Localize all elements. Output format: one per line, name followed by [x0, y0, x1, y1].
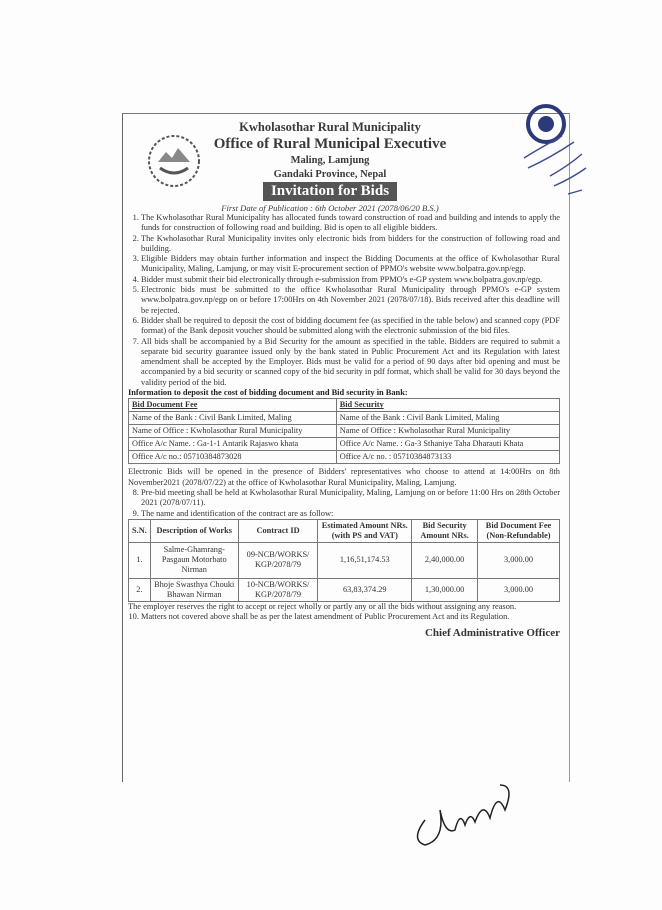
office-name: Office of Rural Municipal Executive	[213, 136, 447, 152]
col-bid-security: Bid Security	[336, 399, 559, 412]
table-row	[129, 438, 560, 451]
cell: 3,000.00	[478, 578, 560, 601]
col-description: Description of Works	[150, 519, 238, 542]
col-contract-id: Contract ID	[238, 519, 318, 542]
item-9: 9. The name and identification of the contract are as follow:	[141, 509, 560, 519]
reserve-right-text: The employer reserves the right to accept or reject wholly or partly any or all the bids without assigning any reason.	[128, 601, 517, 611]
item-1: 1. The Kwholasothar Rural Municipality has allocated funds toward construction of road and building and intends to apply the funds for construction of following road and building. Bid is open to all eligible bidders.	[141, 213, 560, 234]
col-document-fee: Bid Document Fee (Non-Refundable)	[478, 519, 560, 542]
cell: 1,30,000.00	[412, 578, 478, 601]
item-7: 7. All bids shall be accompanied by a Bid Security for the amount as specified in the table. Bidders are required to submit a separate bid security guarantee issued only by the bank stated in Public Procurement Act and its Regulation with latest amendment shall be accepted by the Employer. Bids must be valid for a period of 90 days after bid opening and must be accompanied by a bid security or scanned copy of the bid security in pdf format, which shall be valid for 30 days beyond the validity period of the bid.	[141, 337, 560, 388]
province-line: Gandaki Province, Nepal	[273, 169, 387, 180]
banner-wrap	[150, 182, 510, 201]
item-3: 3. Eligible Bidders may obtain further information and inspect the Bidding Documents at the office of Kwholasothar Rural Municipality, Maling, Lamjung, or may visit E-procurement section of PPMO's website www.bolpatra.gov.np/egp.	[141, 254, 560, 275]
cell: Name of the Bank : Civil Bank Limited, Maling	[129, 412, 337, 425]
signatory-title: Chief Administrative Officer	[424, 627, 560, 640]
cell: 09-NCB/WORKS/ KGP/2078/79	[238, 542, 318, 578]
bid-conditions	[128, 213, 560, 639]
municipality-name: Kwholasothar Rural Municipality	[239, 120, 421, 134]
cell: 2,40,000.00	[412, 542, 478, 578]
cell: 10-NCB/WORKS/ KGP/2078/79	[238, 578, 318, 601]
cell: 1,16,51,174.53	[318, 542, 412, 578]
table-row	[129, 578, 560, 601]
cell: 2.	[129, 578, 151, 601]
bank-info-table	[128, 398, 560, 464]
col-estimated-amount: Estimated Amount NRs. (with PS and VAT)	[318, 519, 412, 542]
cell: Bhoje Swasthya Chouki Bhawan Nirman	[150, 578, 238, 601]
bank-info-heading: Information to deposit the cost of bidding document and Bid security in Bank:	[128, 388, 408, 398]
item-4: 4. Bidder must submit their bid electronically through e-submission from PPMO's e-GP system www.bolpatra.gov.np/egp.	[141, 275, 560, 285]
cell: Name of Office : Kwholasothar Rural Municipality	[336, 425, 559, 438]
table-row	[129, 542, 560, 578]
item-6: 6. Bidder shall be required to deposit the cost of bidding document fee (as specified in the table below) and scanned copy (PDF format) of the Bank deposit voucher should be submitted along with the electronic submission of the bid files.	[141, 316, 560, 337]
bid-opening-text: Electronic Bids will be opened in the presence of Bidders' representatives who choose to attend at 14:00Hrs on 8th November2021 (2078/07/22) at the office of Kwholasothar Rural Municipality, Maling, Lamjung.	[128, 467, 560, 487]
contracts-table	[128, 519, 560, 602]
cell: Office A/c no. : 05710384873133	[336, 451, 559, 464]
cell: Office A/c no.: 05710384873028	[129, 451, 337, 464]
item-2: 2. The Kwholasothar Rural Municipality invites only electronic bids from bidders for the construction of following road and building.	[141, 234, 560, 255]
col-sn: S.N.	[129, 519, 151, 542]
cell: 63,83,374.29	[318, 578, 412, 601]
cell: 3,000.00	[478, 542, 560, 578]
cell: Name of Office : Kwholasothar Rural Municipality	[129, 425, 337, 438]
item-10: 10. Matters not covered above shall be as per the latest amendment of Public Procurement Act and its Regulation.	[141, 612, 560, 622]
cell: Office A/c Name. : Ga-3 Sthaniye Taha Dharauti Khata	[336, 438, 559, 451]
address-line: Maling, Lamjung	[290, 155, 370, 166]
invitation-banner: Invitation for Bids	[263, 182, 397, 201]
cell: Salme-Ghamrang-Pasgaun Motorbato Nirman	[150, 542, 238, 578]
official-stamp	[510, 98, 598, 198]
cell: Office A/c Name. : Ga-1-1 Antarik Rajaswo khata	[129, 438, 337, 451]
col-bid-document-fee: Bid Document Fee	[129, 399, 337, 412]
item-8: 8. Pre-bid meeting shall be held at Kwholasothar Rural Municipality, Maling, Lamjung on or before 11:00 Hrs on 28th October 2021 (2078/07/11).	[141, 488, 560, 509]
cell: 1.	[129, 542, 151, 578]
item-5: 5. Electronic bids must be submitted to the office Kwholasothar Rural Municipality through PPMO's e-GP system www.bolpatra.gov.np/egp on or before 17:00Hrs on 4th November 2021 (2078/07/18). Bids received after this deadline will be rejected.	[141, 285, 560, 316]
col-bid-security: Bid Security Amount NRs.	[412, 519, 478, 542]
signature	[405, 780, 525, 850]
publication-date: First Date of Publication : 6th October 2021 (2078/06/20 B.S.)	[221, 203, 439, 213]
table-row	[129, 451, 560, 464]
table-row	[129, 412, 560, 425]
table-row	[129, 425, 560, 438]
cell: Name of the Bank : Civil Bank Limited, Maling	[336, 412, 559, 425]
